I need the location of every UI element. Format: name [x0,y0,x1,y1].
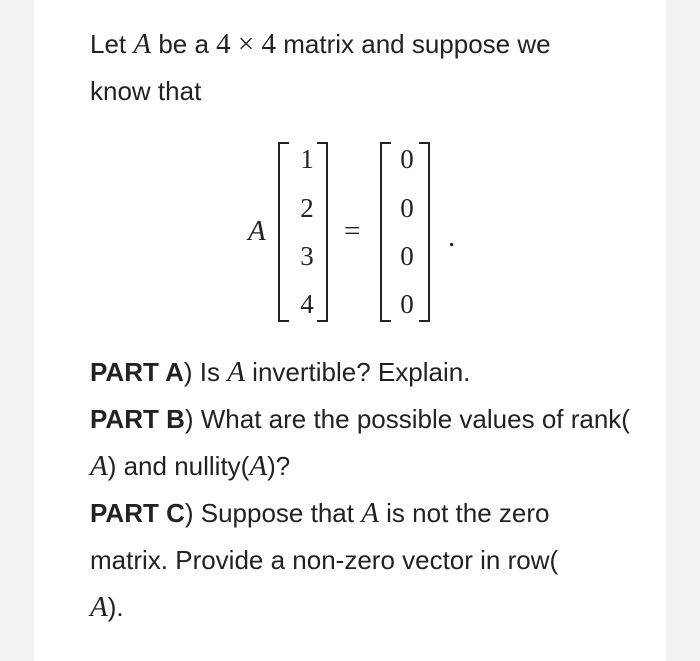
intro-text-1: Let [90,29,134,59]
vector-right-entry-2: 0 [400,193,414,223]
part-c-variable-2: A [90,591,108,623]
part-a [90,349,470,396]
part-c-text-1: ) Suppose that [184,498,362,528]
part-c-variable: A [361,497,379,529]
part-c-label: PART C [90,498,185,528]
part-b-line-2 [90,443,290,490]
part-a-variable: A [227,356,245,388]
intro-text-2: be a [151,29,217,59]
part-b-variable-2: A [249,450,268,482]
part-b-line-1 [90,396,630,443]
vector-right-entry-3: 0 [400,241,414,271]
vector-left-entry-3: 3 [300,241,314,271]
intro-line-2: know that [90,76,202,106]
matrix-variable: A [133,28,152,60]
question-card [34,0,666,661]
left-bracket-open [278,142,289,322]
vector-right-entry-1: 0 [400,144,414,174]
part-c-line-2: matrix. Provide a non-zero vector in row( [90,545,559,575]
part-c-text-3: ). [107,592,124,622]
part-a-text-2: invertible? Explain. [244,357,471,387]
part-c-line-3 [90,584,124,631]
part-b-label: PART B [90,404,185,434]
intro-line-1 [90,21,551,68]
equation-lhs-variable: A [248,215,266,247]
part-b-text-3: )? [267,451,291,481]
vector-left-entry-2: 2 [300,193,314,223]
equals-sign: = [344,215,361,247]
part-c-line-1 [90,490,549,537]
vector-right-entry-4: 0 [400,289,414,319]
part-b-text-2: ) and nullity( [107,451,250,481]
part-a-text-1: ) Is [183,357,228,387]
equation-period: . [448,221,456,253]
vector-left-entry-1: 1 [300,144,314,174]
intro-text-3: matrix and suppose we [276,29,551,59]
part-b-text-1: ) What are the possible values of rank( [184,404,630,434]
matrix-dimension: 4 × 4 [216,28,277,60]
vector-left-entry-4: 4 [300,289,314,319]
part-a-label: PART A [90,357,184,387]
part-b-variable: A [90,450,108,482]
part-c-text-2: is not the zero [378,498,550,528]
